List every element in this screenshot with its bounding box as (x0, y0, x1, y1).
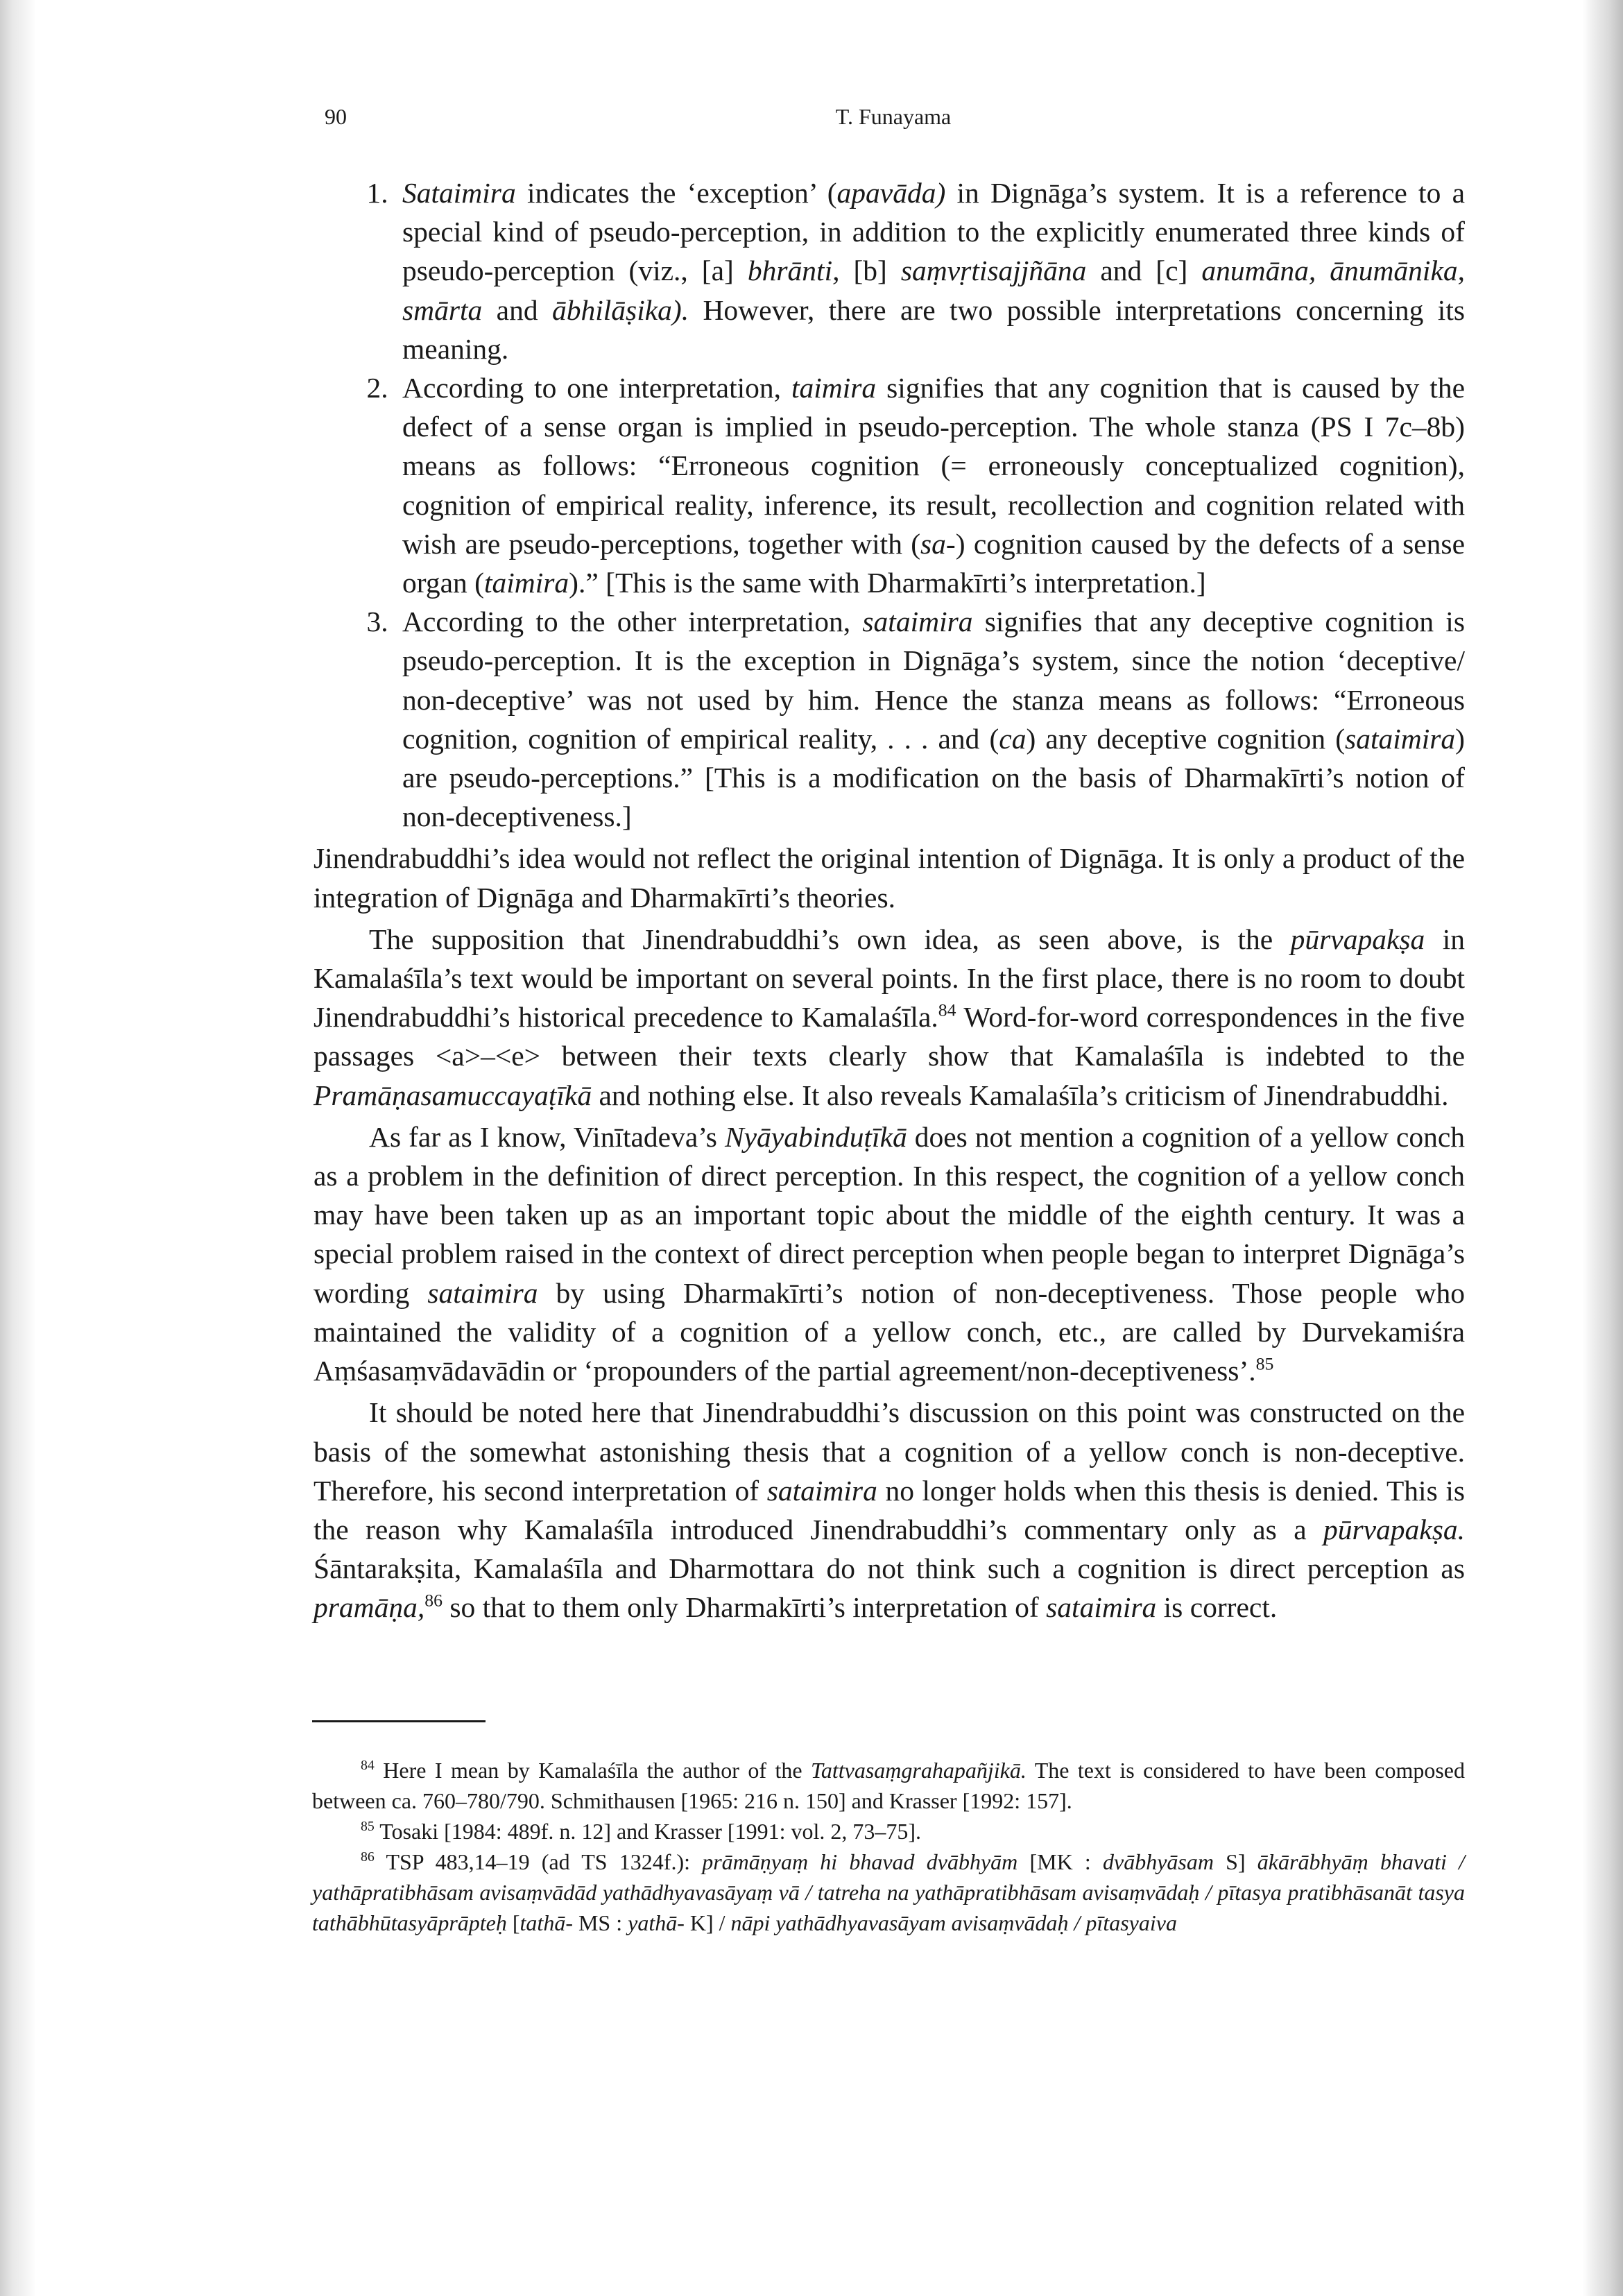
scan-edge-right (1583, 0, 1623, 2296)
footnote-divider (312, 1720, 486, 1722)
footnote-ref: 85 (1255, 1353, 1274, 1374)
paragraph: Jinendrabuddhi’s idea would not reflect the original intention of Dignāga. It is only a product of the integration of Dignāga and Dharmakīrti’s theories. (314, 842, 1465, 914)
scan-edge-left (0, 0, 36, 2296)
footnote-ref: 84 (938, 1000, 956, 1020)
list-item: 1. Sataimira indicates the ‘exception’ (apavāda) in Dignāga’s system. It is a reference to a special kind of pseudo-perception, in addition to the explicitly enumerated three kinds of pseudo-perception (viz., [a] bhrānti, [b] saṃvṛtisajjñāna and [c] anumāna, ānumānika, smārta and ābhilāṣika). However, there are two possible interpretations concerning its meaning. (395, 173, 1465, 368)
footnote-ref: 86 (424, 1590, 443, 1611)
interpretation-list (314, 173, 1465, 836)
list-item: 3. According to the other interpretation, sataimira signifies that any deceptive cognition is pseudo-perception. It is the exception in Dignāga’s system, since the notion ‘deceptive/ non-deceptive’ was not used by him. Hence the stanza means as follows: “Erroneous cognition, cognition of empirical reality, . . . and (ca) any deceptive cognition (sataimira) are pseudo-perceptions.” [This is a modification on the basis of Dharmakīrti’s notion of non-deceptiveness.] (395, 602, 1465, 836)
footnote-number: 85 (361, 1819, 375, 1835)
footnote: $^{84}$ Here I mean by Kamalaśīla the author of the Tattvasaṃgrahapañjikā. The text is considered to have been composed between ca. 760–780/790. Schmithausen [1965: 216 n. 150] and Krasser [1992: 157]. (312, 1758, 1466, 1813)
paragraph: As far as I know, Vinītadeva’s Nyāyabinduṭīkā does not mention a cognition of a yellow conch as a problem in the definition of direct perception. In this respect, the cognition of a yellow conch may have been taken up as an important topic about the middle of the eighth century. It was a special problem raised in the context of direct perception when people began to interpret Dignāga’s wording sataimira by using Dharmakīrti’s notion of non-deceptiveness. Those people who maintained the validity of a cognition of a yellow conch, etc., are called by Durvekamiśra Aṃśasaṃvādavādin or ‘propounders of the partial agreement/non-deceptiveness’.$^{85}$ (314, 1120, 1465, 1387)
running-head (325, 104, 1462, 146)
running-head-author: T. Funayama (835, 104, 952, 129)
footnotes (312, 1755, 1465, 1938)
paragraph: The supposition that Jinendrabuddhi’s own idea, as seen above, is the pūrvapakṣa in Kamalaśīla’s text would be important on several points. In the first place, there is no room to doubt Jinendrabuddhi’s historical precedence to Kamalaśīla.$^{84}$ Word-for-word correspondences in the five passages <a>–<e> between their texts clearly show that Kamalaśīla is indebted to the Pramāṇasamuccayaṭīkā and nothing else. It also reveals Kamalaśīla’s criticism of Jinendrabuddhi. (314, 923, 1466, 1111)
body-text (314, 173, 1465, 1627)
paragraph: It should be noted here that Jinendrabuddhi’s discussion on this point was constructed on the basis of the somewhat astonishing thesis that a cognition of a yellow conch is non-deceptive. Therefore, his second interpretation of sataimira no longer holds when this thesis is denied. This is the reason why Kamalaśīla introduced Jinendrabuddhi’s commentary only as a pūrvapakṣa. Śāntarakṣita, Kamalaśīla and Dharmottara do not think such a cognition is direct perception as pramāṇa,$^{86}$ so that to them only Dharmakīrti’s interpretation of sataimira is correct. (314, 1396, 1466, 1624)
footnote: $^{85}$ Tosaki [1984: 489f. n. 12] and Krasser [1991: vol. 2, 73–75]. (361, 1819, 921, 1844)
footnote-number: 86 (361, 1849, 375, 1865)
page-number: 90 (325, 104, 347, 129)
footnote: $^{86}$ TSP 483,14–19 (ad TS 1324f.): prāmāṇyaṃ hi bhavad dvābhyām [MK : dvābhyāsam S] ākārābhyāṃ bhavati / yathāpratibhāsam avisaṃvādād yathādhyavasāyaṃ vā / tatreha na yathāpratibhāsam avisaṃvādaḥ / pītasya pratibhāsanāt tasya tathābhūtasyāprāpteḥ [tathā- MS : yathā- K] / nāpi yathādhyavasāyam avisaṃvādaḥ / pītasyaiva (312, 1849, 1466, 1935)
footnote-number: 84 (361, 1758, 375, 1774)
list-item: 2. According to one interpretation, taimira signifies that any cognition that is caused by the defect of a sense organ is implied in pseudo-perception. The whole stanza (PS I 7c–8b) means as follows: “Erroneous cognition (= erroneously conceptualized cognition), cognition of empirical reality, inference, its result, recollection and cognition related with wish are pseudo-perceptions, together with (sa-) cognition caused by the defects of a sense organ (taimira).” [This is the same with Dharmakīrti’s interpretation.] (395, 368, 1465, 602)
